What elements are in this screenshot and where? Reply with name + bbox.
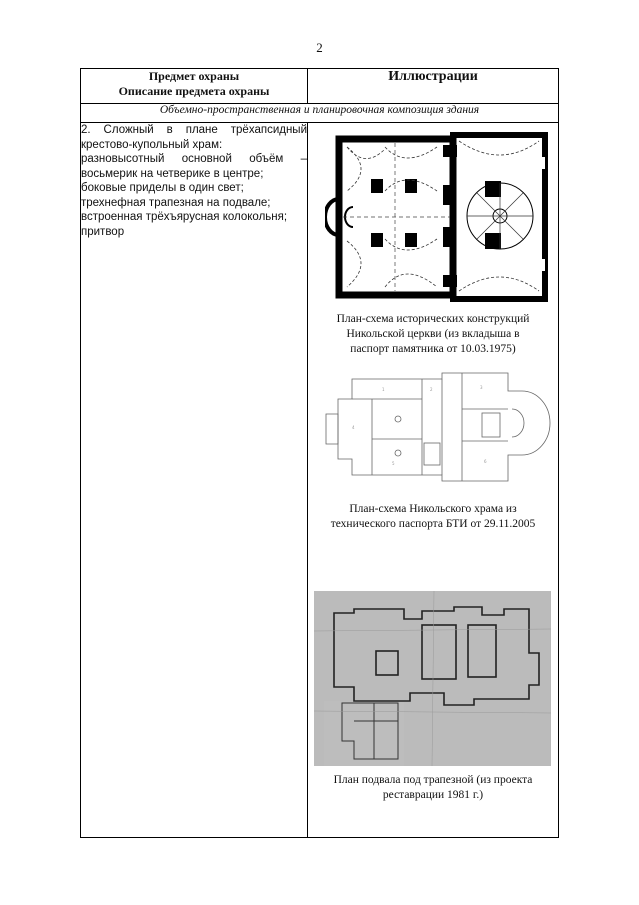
svg-text:2: 2 bbox=[430, 387, 433, 392]
description-cell bbox=[81, 123, 308, 838]
table-content-row bbox=[81, 123, 559, 838]
svg-text:1: 1 bbox=[382, 387, 385, 392]
table-subheader-row bbox=[81, 104, 559, 123]
header-left-subtitle: Описание предмета охраны bbox=[118, 84, 270, 98]
description-line: трехнефная трапезная на подвале; bbox=[81, 196, 271, 209]
header-left-cell bbox=[81, 69, 308, 104]
svg-text:3: 3 bbox=[480, 385, 483, 390]
caption-line: Никольской церкви (из вкладыша в bbox=[346, 328, 520, 340]
description-line: разновысотный основной объём – восьмерик на четверике в центре; bbox=[81, 153, 307, 180]
caption-line: реставрации 1981 г.) bbox=[382, 789, 484, 801]
svg-text:4: 4 bbox=[352, 425, 355, 430]
protection-table bbox=[80, 68, 559, 838]
description-line: встроенная трёхъярусная колокольня; bbox=[81, 211, 288, 223]
caption-line: технического паспорта БТИ от 29.11.2005 bbox=[330, 518, 536, 530]
section-subheader: Объемно-пространственная и планировочная композиция здания bbox=[81, 104, 559, 123]
caption-line: План подвала под трапезной (из проекта bbox=[333, 774, 533, 786]
bti-plan-image bbox=[312, 369, 555, 489]
description-line: 2. Сложный в плане трёхапсидный крестово-купольный храм: bbox=[81, 124, 307, 151]
svg-text:6: 6 bbox=[484, 459, 487, 464]
description-line: боковые приделы в один свет; bbox=[81, 182, 244, 194]
caption-basement-plan bbox=[308, 773, 558, 803]
caption-line: План-схема исторических конструкций bbox=[336, 313, 530, 325]
caption-bti-plan bbox=[308, 502, 558, 532]
description-line: притвор bbox=[81, 225, 125, 238]
caption-historic-plan bbox=[308, 312, 558, 357]
header-right-cell: Иллюстрации bbox=[308, 69, 559, 104]
header-left-title: Предмет охраны bbox=[148, 69, 240, 83]
basement-plan-image bbox=[314, 591, 551, 766]
caption-line: паспорт памятника от 10.03.1975) bbox=[350, 343, 516, 355]
caption-line: План-схема Никольского храма из bbox=[349, 503, 517, 515]
table-header-row bbox=[81, 69, 559, 104]
historic-plan-image bbox=[325, 129, 555, 305]
page-number: 2 bbox=[316, 40, 323, 55]
svg-text:5: 5 bbox=[392, 461, 395, 466]
illustrations-cell bbox=[308, 123, 559, 838]
